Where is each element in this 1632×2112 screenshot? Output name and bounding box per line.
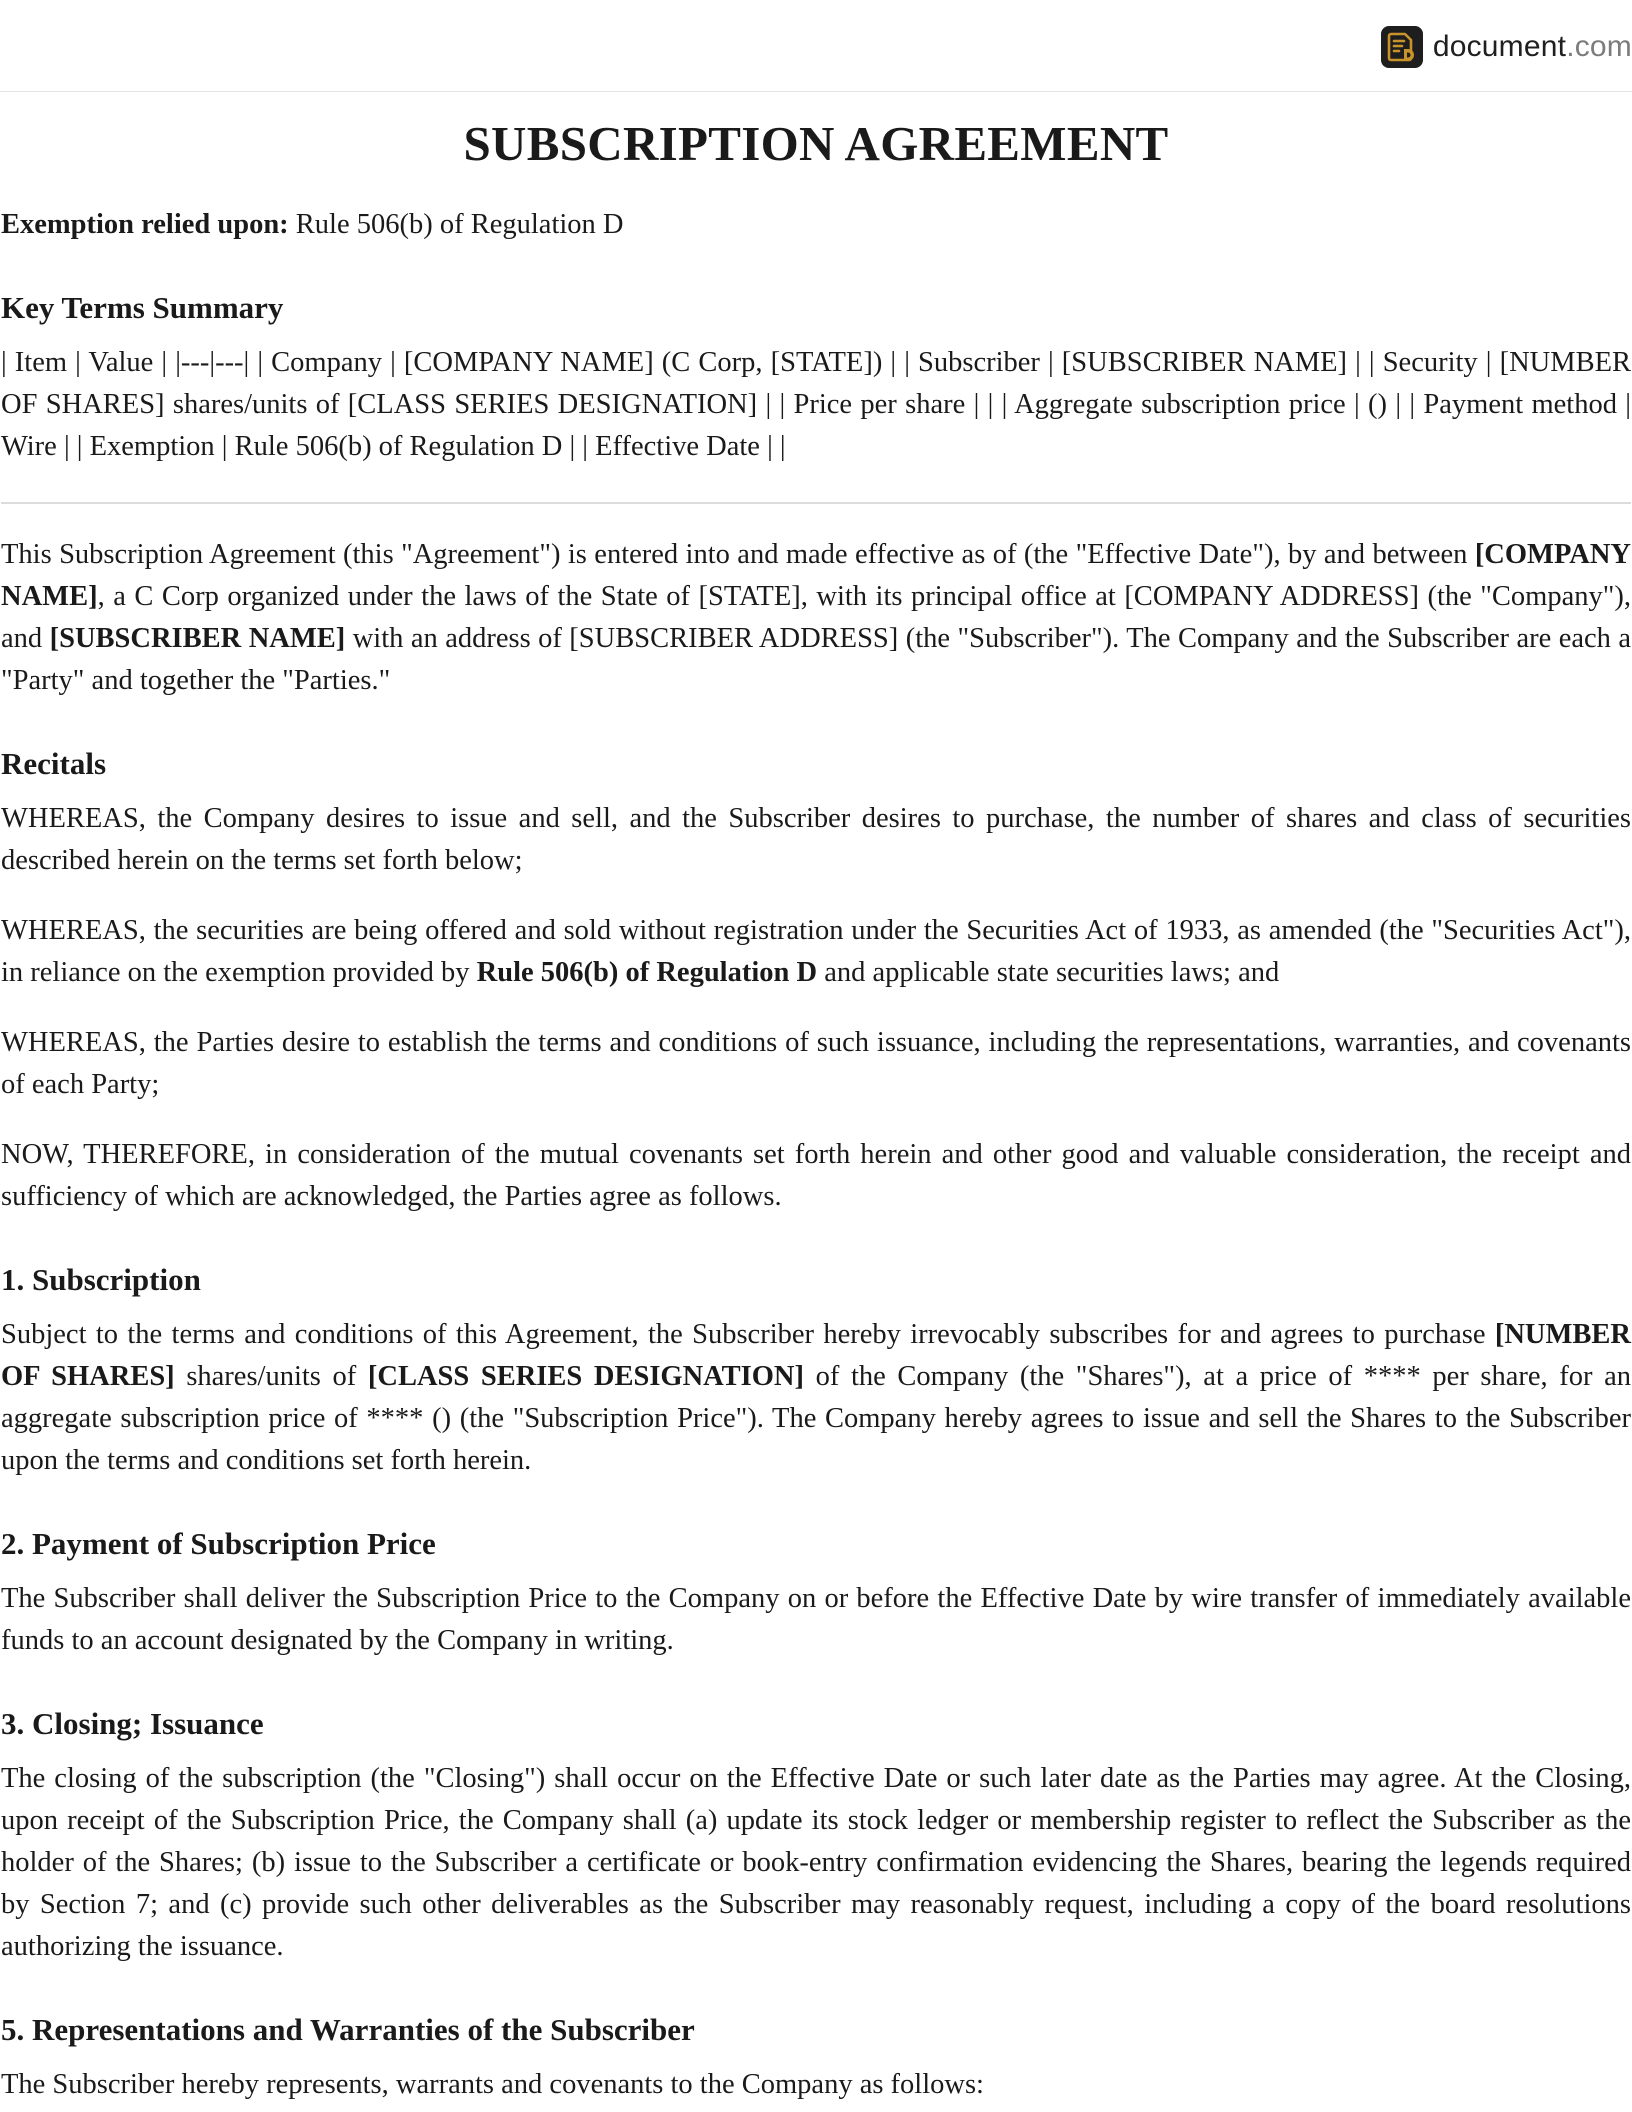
section-5-heading: 5. Representations and Warranties of the Subscriber xyxy=(1,2012,695,2047)
brand[interactable] xyxy=(1380,24,1632,70)
intro-paragraph xyxy=(1,534,1631,702)
section-1-heading: 1. Subscription xyxy=(1,1262,201,1297)
site-header xyxy=(0,0,1632,92)
section-1-shares: [NUMBER OF SHARES] xyxy=(1,1319,1631,1392)
document-title: SUBSCRIPTION AGREEMENT xyxy=(463,116,1169,171)
section-1-text-2: shares/units of xyxy=(174,1361,368,1392)
recital-2 xyxy=(1,910,1631,994)
recital-2-text-2: and applicable state securities laws; and xyxy=(817,957,1280,988)
recital-2-rule: Rule 506(b) of Regulation D xyxy=(476,957,818,988)
divider xyxy=(1,502,1631,504)
section-1-body xyxy=(1,1314,1631,1482)
exemption-label: Exemption relied upon: xyxy=(1,209,289,240)
recital-1: WHEREAS, the Company desires to issue and sell, and the Subscriber desires to purchase, the number of shares and class of securities described herein on the terms set forth below; xyxy=(1,803,1631,876)
recital-2-text-1: WHEREAS, the securities are being offered and sold without registration under the Securities Act of 1933, as amended (the "Securities Act"), in reliance on the exemption provided by xyxy=(1,915,1631,988)
section-1-class: [CLASS SERIES DESIGNATION] xyxy=(367,1361,804,1392)
brand-tld: .com xyxy=(1566,30,1632,63)
section-1-text-3: of the Company (the "Shares"), at a price of **** per share, for an aggregate subscription price of **** () (the "Subscription Price"). The Company hereby agrees to issue and sell the Shares to the Subscriber upon the terms and conditions set forth herein. xyxy=(1,1361,1631,1476)
intro-text-2: , a C Corp organized under the laws of the State of [STATE], with its principal office at [COMPANY ADDRESS] (the "Company"), and xyxy=(1,581,1631,654)
intro-text-3: with an address of [SUBSCRIBER ADDRESS] (the "Subscriber"). The Company and the Subscriber are each a "Party" and together the "Parties." xyxy=(1,623,1631,696)
brand-name: document xyxy=(1432,30,1567,63)
recital-3: WHEREAS, the Parties desire to establish the terms and conditions of such issuance, including the representations, warranties, and covenants of each Party; xyxy=(1,1027,1631,1100)
section-1-text-1: Subject to the terms and conditions of this Agreement, the Subscriber hereby irrevocably subscribes for and agrees to purchase xyxy=(1,1319,1495,1350)
section-2-body: The Subscriber shall deliver the Subscription Price to the Company on or before the Effective Date by wire transfer of immediately available funds to an account designated by the Company in writing. xyxy=(1,1583,1631,1656)
intro-company-name: [COMPANY NAME] xyxy=(1,539,1631,612)
document-body xyxy=(0,92,1632,2100)
brand-wordmark xyxy=(1433,30,1632,64)
recital-4: NOW, THEREFORE, in consideration of the mutual covenants set forth herein and other good and valuable consideration, the receipt and sufficiency of which are acknowledged, the Parties agree as follows. xyxy=(1,1139,1631,1212)
intro-text-1: This Subscription Agreement (this "Agreement") is entered into and made effective as of (the "Effective Date"), by and between xyxy=(1,539,1475,570)
key-terms-heading: Key Terms Summary xyxy=(1,290,284,325)
document-logo-icon xyxy=(1380,25,1424,69)
section-5-body-cut: The Subscriber hereby represents, warrants and covenants to the Company as follows: xyxy=(1,2069,984,2100)
section-3-heading: 3. Closing; Issuance xyxy=(1,1706,264,1741)
exemption-line xyxy=(1,204,1631,246)
intro-subscriber-name: [SUBSCRIBER NAME] xyxy=(49,623,346,654)
section-2-heading: 2. Payment of Subscription Price xyxy=(1,1526,436,1561)
recitals-heading: Recitals xyxy=(1,746,107,781)
exemption-value: Rule 506(b) of Regulation D xyxy=(288,209,624,240)
section-3-body: The closing of the subscription (the "Closing") shall occur on the Effective Date or such later date as the Parties may agree. At the Closing, upon receipt of the Subscription Price, the Company shall (a) update its stock ledger or membership register to reflect the Subscriber as the holder of the Shares; (b) issue to the Subscriber a certificate or book-entry confirmation evidencing the Shares, bearing the legends required by Section 7; and (c) provide such other deliverables as the Subscriber may reasonably request, including a copy of the board resolutions authorizing the issuance. xyxy=(1,1763,1631,1962)
key-terms-text: | Item | Value | |---|---| | Company | [COMPANY NAME] (C Corp, [STATE]) | | Subscriber | [SUBSCRIBER NAME] | | Security | [NUMBER OF SHARES] shares/units of [CLASS SERIES DESIGNATION] | | Price per share | | | Aggregate subscription price | () | | Payment method | Wire | | Exemption | Rule 506(b) of Regulation D | | Effective Date | | xyxy=(1,347,1631,462)
